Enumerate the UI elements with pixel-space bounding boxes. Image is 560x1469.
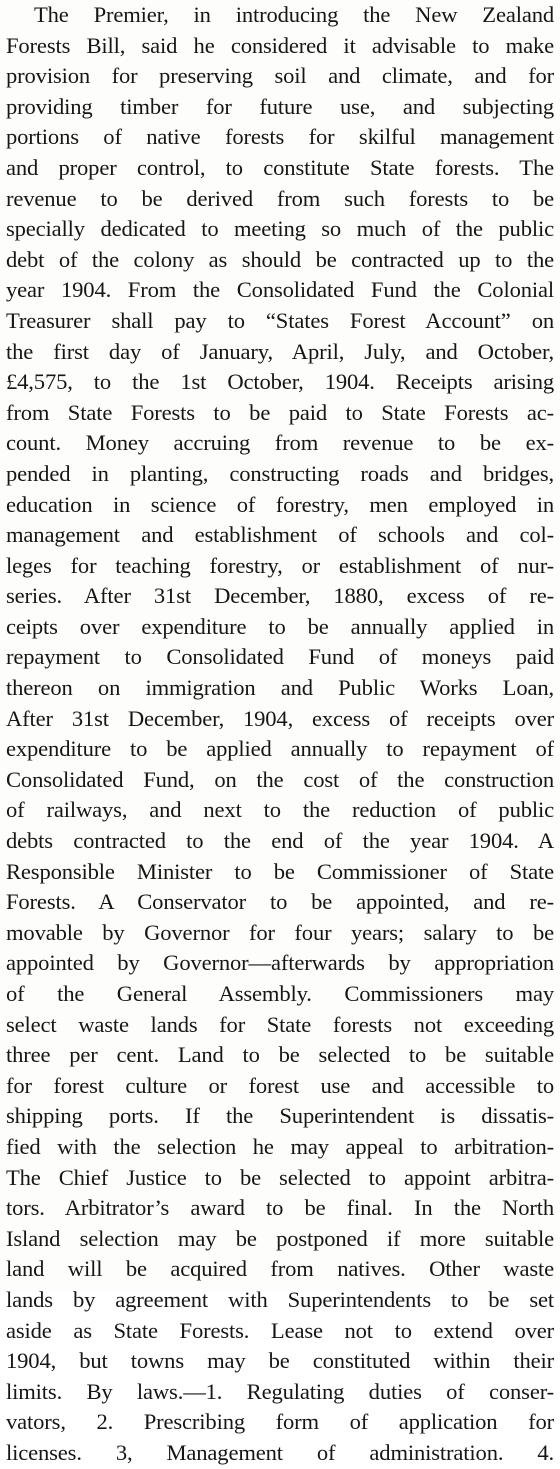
text-line: £4,575, to the 1st October, 1904. Receipts arising [6,369,554,395]
text-line: thereon on immigration and Public Works Loan, [6,675,554,701]
text-line: vators, 2. Prescribing form of application for [6,1409,554,1435]
text-line: revenue to be derived from such forests to be [6,185,554,211]
text-line: debts contracted to the end of the year 1904. A [6,828,554,854]
text-line: select waste lands for State forests not exceeding [6,1011,554,1037]
text-line: The Chief Justice to be selected to appoint arbitra- [6,1164,554,1190]
text-line: movable by Governor for four years; salary to be [6,919,554,945]
text-line: land will be acquired from natives. Other waste [6,1256,554,1282]
text-line: count. Money accruing from revenue to be ex- [6,430,554,456]
text-line: leges for teaching forestry, or establishment of nur- [6,552,554,578]
text-line: expenditure to be applied annually to repayment of [6,736,554,762]
text-line: After 31st December, 1904, excess of receipts over [6,705,554,731]
text-line: providing timber for future use, and subjecting [6,93,554,119]
text-line: Responsible Minister to be Commissioner of State [6,858,554,884]
text-line: aside as State Forests. Lease not to extend over [6,1317,554,1343]
text-line: portions of native forests for skilful management [6,124,554,150]
text-line: limits. By laws.—1. Regulating duties of conser- [6,1378,554,1404]
text-line: year 1904. From the Consolidated Fund the Colonial [6,277,554,303]
text-line: for forest culture or forest use and accessible to [6,1072,554,1098]
text-line: 1904, but towns may be constituted within their [6,1348,554,1374]
text-line: shipping ports. If the Superintendent is dissatis- [6,1103,554,1129]
text-line: of the General Assembly. Commissioners may [6,981,554,1006]
text-line: Forests. A Conservator to be appointed, and re- [6,889,554,915]
text-line: ceipts over expenditure to be annually applied in [6,613,554,639]
text-line: Consolidated Fund, on the cost of the construction [6,766,554,792]
text-line: lands by agreement with Superintendents to be set [6,1286,554,1312]
text-line: licenses. 3, Management of administration. 4. [6,1439,554,1465]
text-line: appointed by Governor—afterwards by appropriation [6,950,554,976]
text-line: series. After 31st December, 1880, excess of re- [6,583,554,609]
text-line: of railways, and next to the reduction of public [6,797,554,823]
text-line: three per cent. Land to be selected to be suitable [6,1042,554,1068]
article-column [6,0,554,1469]
text-line: fied with the selection he may appeal to arbitration- [6,1133,554,1159]
text-line: the first day of January, April, July, and October, [6,338,554,364]
text-line: management and establishment of schools and col- [6,522,554,548]
text-line: provision for preserving soil and climate, and for [6,63,554,89]
text-line: pended in planting, constructing roads and bridges, [6,460,554,486]
text-line: Treasurer shall pay to “States Forest Account” on [6,307,554,333]
text-line: Forests Bill, said he considered it advisable to make [6,32,554,58]
text-line: debt of the colony as should be contracted up to the [6,246,554,272]
text-line: Island selection may be postponed if more suitable [6,1225,554,1251]
text-line: and proper control, to constitute State forests. The [6,154,554,180]
text-line: The Premier, in introducing the New Zealand [34,2,554,27]
text-line: tors. Arbitrator’s award to be final. In the North [6,1195,554,1221]
text-line: specially dedicated to meeting so much of the public [6,216,554,242]
text-line: repayment to Consolidated Fund of moneys paid [6,644,554,670]
text-line: education in science of forestry, men employed in [6,491,554,517]
text-line: from State Forests to be paid to State Forests ac- [6,399,554,425]
